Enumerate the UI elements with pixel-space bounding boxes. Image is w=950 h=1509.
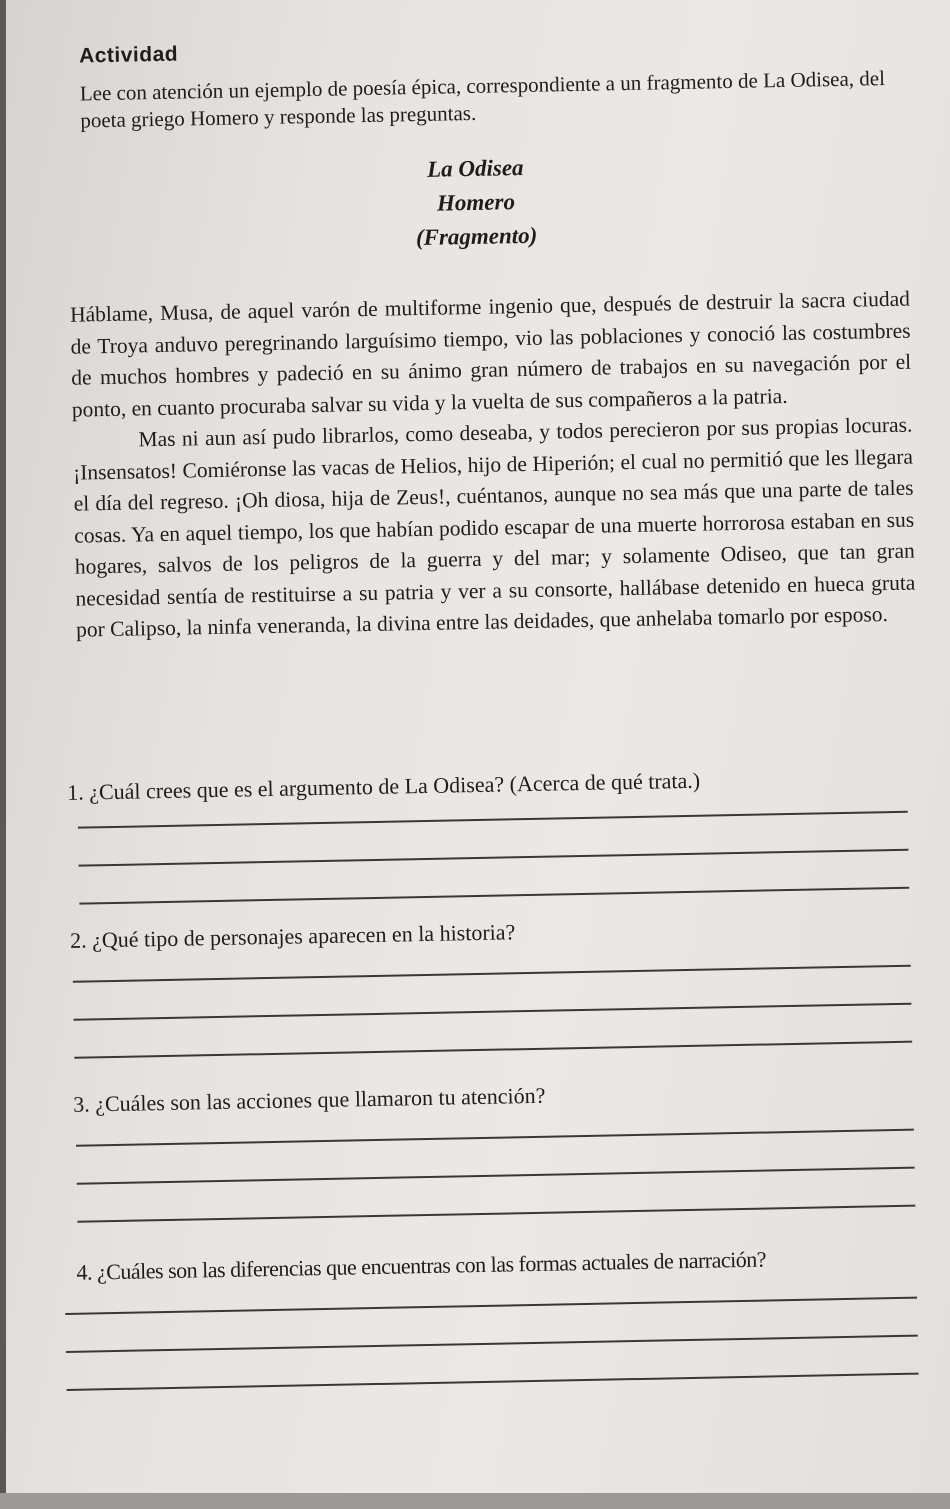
work-title-block: [325, 149, 627, 257]
epic-passage: [70, 284, 916, 647]
passage-paragraph: Mas ni aun así pudo librarlos, como deseaba, y todos perecieron por sus propias locuras. ¡Insensatos! Comiéronse las vacas de Helios, hijo de Hiperión; el cual no permitió que les llegara el día del regreso. ¡Oh diosa, hija de Zeus!, cuéntanos, aunque no sea más que una parte de tales cosas. Ya en aquel tiempo, los que habían podido escapar de una muerte horrorosa estaban en sus hogares, salvos de los peligros de la guerra y del mar; y solamente Odiseo, que tan gran necesidad sentía de restituirse a su patria y ver a su consorte, hallábase detenido en hueca gruta por Calipso, la ninfa veneranda, la divina entre las deidades, que anhelaba tomarlo por esposo.: [72, 412, 916, 642]
answer-line[interactable]: [66, 1335, 918, 1353]
question-1: 1. ¿Cuál crees que es el argumento de La Odisea? (Acerca de qué trata.): [66, 767, 701, 805]
activity-instruction: Lee con atención un ejemplo de poesía épica, correspondiente a un fragmento de La Odisea, del poeta griego Homero y responde las preguntas.: [79, 66, 886, 133]
passage-paragraph: Háblame, Musa, de aquel varón de multiforme ingenio que, después de destruir la sacra ciudad de Troya anduvo peregrinando larguísimo tiempo, vio las poblaciones y conoció las costumbres de muchos hombres y padeció en su ánimo gran número de trabajos en su navegación por el ponto, en cuanto procuraba salvar su vida y la vuelta de sus compañeros a la patria.: [69, 286, 912, 422]
question-3: 3. ¿Cuáles son las acciones que llamaron tu atención?: [72, 1082, 546, 1117]
question-2: 2. ¿Qué tipo de personajes aparecen en la historia?: [69, 919, 516, 953]
answer-line[interactable]: [79, 887, 909, 905]
answer-line[interactable]: [65, 1297, 917, 1315]
answer-line[interactable]: [73, 965, 911, 983]
work-author: Homero: [436, 189, 516, 216]
work-title: La Odisea: [426, 154, 524, 182]
answer-line[interactable]: [77, 1167, 915, 1185]
work-note: (Fragmento): [415, 222, 538, 251]
answer-line[interactable]: [74, 1003, 912, 1021]
activity-heading: Actividad: [78, 42, 179, 68]
question-4: 4. ¿Cuáles son las diferencias que encuentras con las formas actuales de narración?: [76, 1246, 767, 1285]
answer-line[interactable]: [78, 811, 908, 829]
answer-line[interactable]: [76, 1129, 914, 1147]
answer-line[interactable]: [79, 849, 909, 867]
answer-line[interactable]: [67, 1373, 919, 1391]
answer-line[interactable]: [77, 1205, 915, 1223]
answer-line[interactable]: [74, 1041, 912, 1059]
